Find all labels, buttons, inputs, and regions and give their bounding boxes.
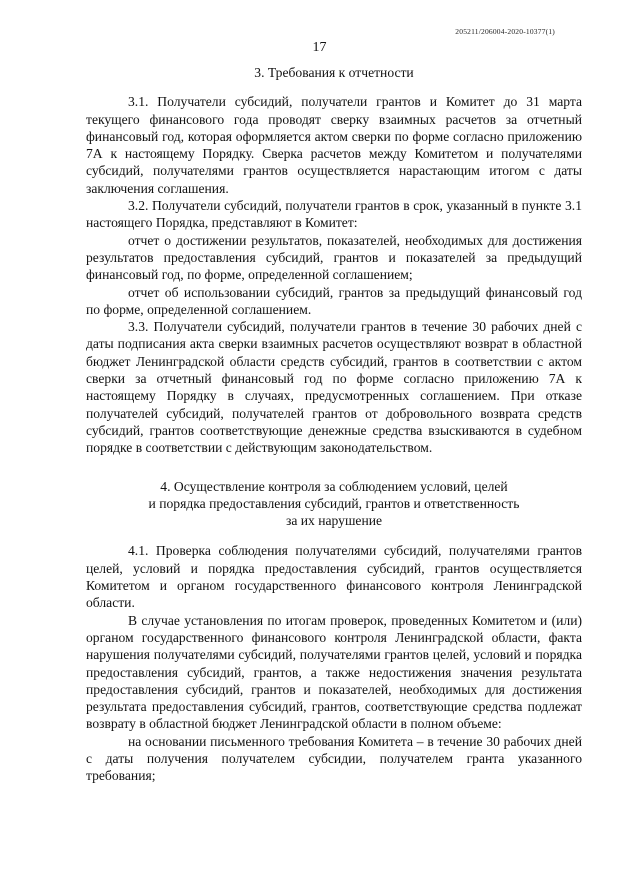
list-item-report-results: отчет о достижении результатов, показателей, необходимых для достижения результатов предоставления субсидий, грантов и показателей за предыдущий финансовый год, по форме, определенной соглашением; bbox=[86, 232, 582, 283]
section-4-heading bbox=[86, 478, 582, 530]
paragraph-3-3: 3.3. Получатели субсидий, получатели грантов в течение 30 рабочих дней с даты подписания акта сверки взаимных расчетов осуществляют возврат в областной бюджет Ленинградской области средств субсидий, грантов в соответствии с актом сверки за отчетный финансовый год по форме согласно приложению 7А к настоящему Порядку в случаях, предусмотренных соглашением. При отказе получателей субсидий, получателей грантов от добровольного возврата средств субсидий, грантов соответствующие денежные средства взыскиваются в судебном порядке в соответствии с действующим законодательством. bbox=[86, 319, 582, 456]
document-body bbox=[86, 64, 582, 785]
section-4-heading-line: 4. Осуществление контроля за соблюдением условий, целей bbox=[160, 478, 508, 494]
list-item-report-usage: отчет об использовании субсидий, грантов за предыдущий финансовый год по форме, определенной соглашением. bbox=[86, 284, 582, 317]
paragraph-4-1: 4.1. Проверка соблюдения получателями субсидий, получателями грантов целей, условий и порядка предоставления субсидий, грантов осуществляется Комитетом и органом государственного финансового контроля Ленинградской области. bbox=[86, 543, 582, 611]
paragraph-3-1: 3.1. Получатели субсидий, получатели грантов и Комитет до 31 марта текущего финансового года проводят сверку взаимных расчетов за отчетный финансовый год, которая оформляется актом сверки по форме согласно приложению 7А к настоящему Порядку. Сверка расчетов между Комитетом и получателями субсидий, получателями грантов осуществляется нарастающим итогом с даты заключения соглашения. bbox=[86, 94, 582, 196]
section-3-heading: 3. Требования к отчетности bbox=[254, 65, 414, 80]
list-item-written-demand: на основании письменного требования Комитета – в течение 30 рабочих дней с даты получения получателем субсидии, получателем гранта указанного требования; bbox=[86, 733, 582, 784]
section-4-heading-line: и порядка предоставления субсидий, грантов и ответственность bbox=[148, 495, 520, 511]
document-id: 205211/206004-2020-10377(1) bbox=[455, 27, 555, 36]
section-4-heading-line: за их нарушение bbox=[285, 513, 383, 529]
page-number: 17 bbox=[312, 40, 327, 55]
paragraph-4-violation: В случае установления по итогам проверок, проведенных Комитетом и (или) органом государственного финансового контроля Ленинградской области, факта нарушения получателями субсидий, получателями грантов целей, условий и порядка предоставления субсидий, грантов, а также недостижения значения результата предоставления субсидий, грантов и показателей, необходимых для достижения результата предоставления субсидий, грантов, соответствующие средства подлежат возврату в областной бюджет Ленинградской области в полном объеме: bbox=[86, 612, 582, 732]
paragraph-3-2: 3.2. Получатели субсидий, получатели грантов в срок, указанный в пункте 3.1 настоящего Порядка, представляют в Комитет: bbox=[86, 198, 582, 231]
